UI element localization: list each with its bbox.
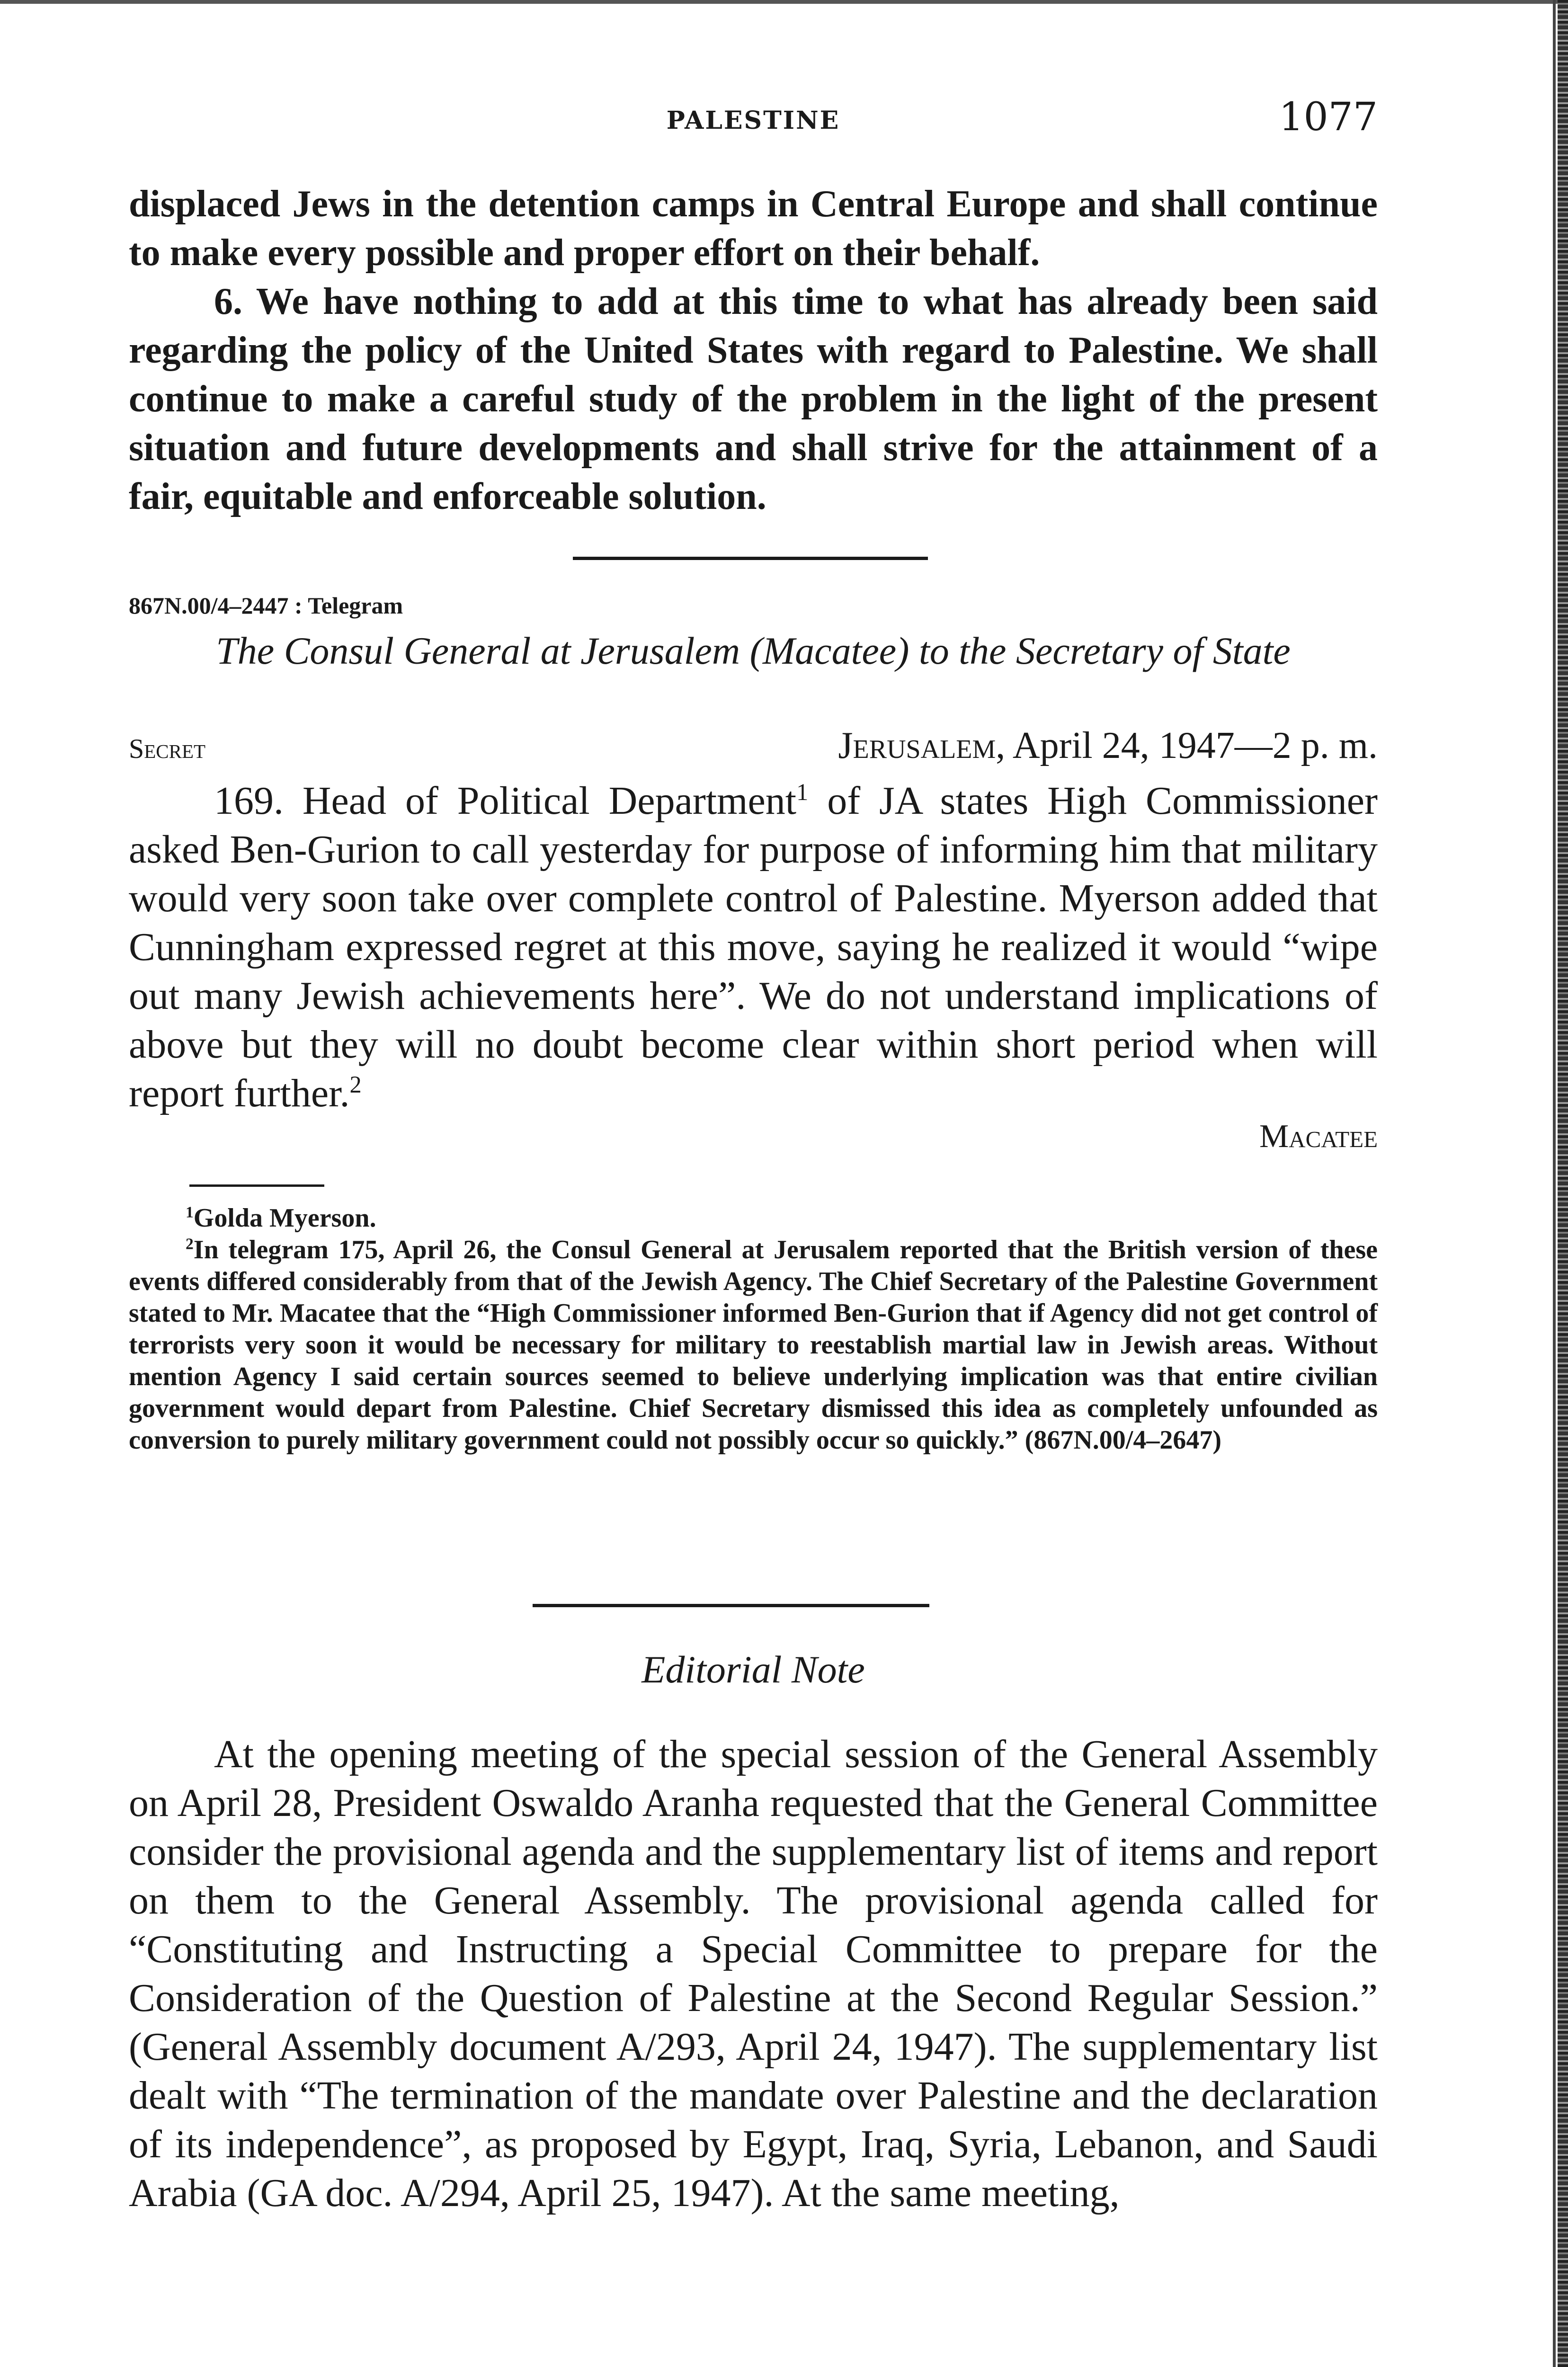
signature: Macatee (1259, 1118, 1378, 1155)
section-separator (573, 557, 928, 560)
page-binding-edge (1553, 0, 1556, 2367)
telegram-text-start: 169. Head of Political Department (214, 779, 797, 823)
dateline (129, 724, 1378, 772)
telegram-body (129, 776, 1378, 1156)
footnote-1: $^1$Golda Myerson. (186, 1203, 376, 1233)
continuation-paragraph-6: 6. We have nothing to add at this time to what has already been said regarding the policy of the United States with regard to Palestine. We shall continue to make a careful study of the problem in the light of the present situation and future developments and shall strive for the attainment of a fair, equitable and enforceable solution. (129, 281, 1378, 517)
footnote-ref-2: 2 (349, 1071, 362, 1098)
editorial-note-title: Editorial Note (641, 1648, 865, 1691)
place-date (838, 724, 1378, 767)
page-number: 1077 (1279, 95, 1378, 140)
telegram-paragraph (129, 776, 1378, 1118)
section-separator-2 (533, 1604, 929, 1607)
footnote-rule (189, 1184, 324, 1187)
continuation-text (129, 180, 1378, 521)
document-file-id: 867N.00/4–2447 : Telegram (129, 592, 403, 619)
page-top-edge (0, 0, 1568, 4)
running-head-title: PALESTINE (666, 106, 840, 135)
page-scan-edge (1558, 0, 1568, 2367)
footnote-ref-1: 1 (796, 779, 809, 805)
date: April 24, 1947—2 p. m. (1012, 725, 1378, 766)
continuation-paragraph-1: displaced Jews in the detention camps in Central Europe and shall continue to make every possible and proper effort on their behalf. (129, 183, 1378, 274)
telegram-text-rest: of JA states High Commissioner asked Ben-Gurion to call yesterday for purpose of informing him that military would very soon take over complete control of Palestine. Myerson added that Cunningham expressed regret at this move, saying he realized it would “wipe out many Jewish achievements here”. We do not understand implications of above but they will no doubt become clear within short period when will report further. (129, 779, 1378, 1115)
footnotes (129, 1202, 1378, 1456)
document-title: The Consul General at Jerusalem (Macatee) to the Secretary of State (216, 629, 1291, 672)
classification: Secret (129, 733, 206, 764)
place: Jerusalem, (838, 725, 1006, 766)
editorial-note-text: At the opening meeting of the special session of the General Assembly on April 28, President Oswaldo Aranha requested that the General Committee consider the provisional agenda and the supplementary list of items and report on them to the General Assembly. The provisional agenda called for “Constituting and Instructing a Special Committee to prepare for the Consideration of the Question of Palestine at the Second Regular Session.” (General Assembly document A/293, April 24, 1947). The supplementary list dealt with “The termination of the mandate over Palestine and the declaration of its independence”, as proposed by Egypt, Iraq, Syria, Lebanon, and Saudi Arabia (GA doc. A/294, April 25, 1947). At the same meeting, (129, 1732, 1378, 2215)
running-head (129, 95, 1378, 142)
document-header (129, 592, 1378, 673)
footnote-2: $^2$In telegram 175, April 26, the Consul General at Jerusalem reported that the British version of these events differed considerably from that of the Jewish Agency. The Chief Secretary of the Palestine Government stated to Mr. Macatee that the “High Commissioner informed Ben-Gurion that if Agency did not get control of terrorists very soon it would be necessary for military to reestablish martial law in Jewish areas. Without mention Agency I said certain sources seemed to believe underlying implication was that entire civilian government would depart from Palestine. Chief Secretary dismissed this idea as completely unfounded as conversion to purely military government could not possibly occur so quickly.” (867N.00/4–2647) (129, 1235, 1378, 1455)
editorial-note (129, 1647, 1378, 2217)
